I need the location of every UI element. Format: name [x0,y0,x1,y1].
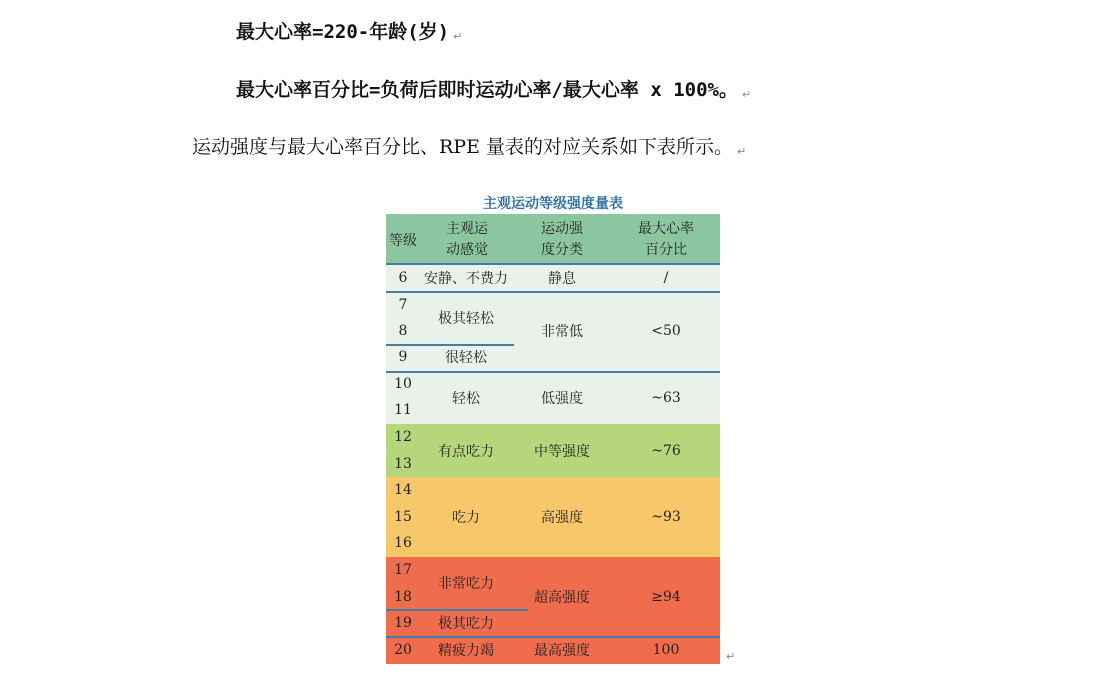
category-cell: 最高强度 [534,643,590,659]
formula-max-heart-rate-percent [236,75,751,102]
level-cell: 15 [394,509,412,525]
header-feeling-line1: 主观运 [446,221,488,237]
level-cell: 10 [394,376,412,392]
header-feeling [446,219,488,261]
rpe-table-figure [386,190,720,663]
level-cell: 6 [398,270,408,286]
level-cell: 8 [398,323,408,339]
category-cell: 低强度 [541,391,583,407]
paragraph-mark-icon: ↵ [726,650,736,663]
category-cell: 非常低 [541,324,583,340]
category-cell: 中等强度 [534,444,590,460]
table-rule [386,263,720,265]
hr-percent-cell: <50 [651,323,681,339]
category-cell: 超高强度 [534,590,590,606]
intro-paragraph [192,132,746,159]
table-rule-partial [386,344,514,346]
table-rule-partial [386,609,528,611]
table-title: 主观运动等级强度量表 [483,196,623,212]
level-cell: 7 [398,297,408,313]
formula-max-heart-rate-text: 最大心率=220-年龄(岁) [236,21,450,43]
feeling-cell: 极其轻松 [438,311,494,327]
intro-paragraph-text: 运动强度与最大心率百分比、RPE 量表的对应关系如下表所示。 [192,136,734,158]
level-cell: 20 [394,642,412,658]
feeling-cell: 很轻松 [445,350,487,366]
header-hr-line2: 百分比 [645,242,687,258]
header-hr-percent [638,219,694,261]
hr-percent-cell: ≥94 [651,589,681,605]
header-category-line1: 运动强 [541,221,583,237]
paragraph-mark-icon: ↵ [741,88,752,101]
hr-percent-cell: ~63 [651,390,681,406]
feeling-cell: 轻松 [452,391,480,407]
feeling-cell: 非常吃力 [438,576,494,592]
category-cell: 静息 [548,271,576,287]
header-level: 等级 [389,233,417,249]
feeling-cell: 极其吃力 [438,616,494,632]
hr-percent-cell: ~76 [651,443,681,459]
paragraph-mark-icon: ↵ [737,145,747,158]
level-cell: 13 [394,456,412,472]
feeling-cell: 有点吃力 [438,444,494,460]
level-cell: 9 [398,349,408,365]
level-cell: 19 [394,615,412,631]
table-rule [386,371,720,373]
hr-percent-cell: ~93 [651,509,681,525]
table-rule [386,636,720,638]
header-hr-line1: 最大心率 [638,221,694,237]
formula-max-heart-rate-percent-text: 最大心率百分比=负荷后即时运动心率/最大心率 x 100%。 [236,79,738,101]
category-cell: 高强度 [541,510,583,526]
hr-percent-cell: 100 [652,642,680,658]
level-cell: 16 [394,535,412,551]
feeling-cell: 安静、不费力 [424,271,508,287]
level-cell: 12 [394,429,412,445]
feeling-cell: 精疲力竭 [438,643,494,659]
level-cell: 18 [394,589,412,605]
header-category [541,219,583,261]
level-cell: 14 [394,482,412,498]
header-feeling-line2: 动感觉 [446,242,488,258]
table-rule [386,291,720,293]
level-cell: 11 [394,402,412,418]
formula-max-heart-rate [236,17,462,44]
hr-percent-cell: / [663,270,669,286]
paragraph-mark-icon: ↵ [453,30,463,43]
header-category-line2: 度分类 [541,242,583,258]
feeling-cell: 吃力 [452,510,480,526]
level-cell: 17 [394,562,412,578]
